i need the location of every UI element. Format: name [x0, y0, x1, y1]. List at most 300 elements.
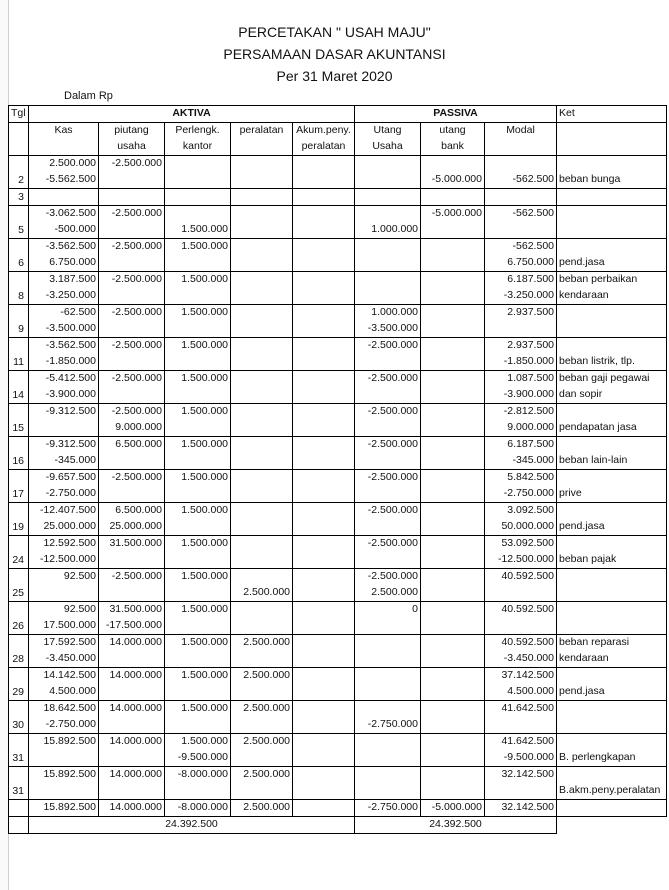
header-aktiva: AKTIVA	[29, 106, 355, 123]
akum-cell	[293, 552, 355, 569]
perl-cell	[165, 387, 231, 404]
modal-cell: -2.812.500	[485, 404, 557, 421]
akum-cell	[293, 156, 355, 173]
peral-cell	[231, 420, 293, 437]
piutang-cell: -17.500.000	[99, 618, 165, 635]
modal-cell: 40.592.500	[485, 635, 557, 652]
header-utang-bank-2: bank	[421, 139, 485, 156]
tgl-cell	[9, 668, 29, 685]
akum-cell	[293, 172, 355, 189]
piutang-cell	[99, 750, 165, 767]
ket-cell: beban pajak	[557, 552, 667, 569]
akum-cell	[293, 486, 355, 503]
total-aktiva: 24.392.500	[29, 817, 355, 834]
piutang-cell	[99, 651, 165, 668]
piutang-cell: 31.500.000	[99, 536, 165, 553]
kas-cell: -5.562.500	[29, 172, 99, 189]
tgl-cell	[9, 156, 29, 173]
header-passiva: PASSIVA	[355, 106, 557, 123]
uu-cell	[355, 486, 421, 503]
perl-cell	[165, 206, 231, 223]
peral-cell	[231, 305, 293, 322]
ub-cell	[421, 701, 485, 718]
header-akum-1: Akum.peny.	[293, 123, 355, 140]
ub-cell	[421, 404, 485, 421]
ub-cell	[421, 387, 485, 404]
ket-cell	[557, 618, 667, 635]
table-row	[9, 552, 667, 569]
piutang-cell: -2.500.000	[99, 156, 165, 173]
uu-cell: 0	[355, 602, 421, 619]
modal-cell	[485, 618, 557, 635]
akum-cell	[293, 272, 355, 289]
peral-cell	[231, 602, 293, 619]
akum-cell	[293, 569, 355, 586]
perl-cell: 1.500.000	[165, 470, 231, 487]
perl-cell: -9.500.000	[165, 750, 231, 767]
ket-cell: beban listrik, tlp.	[557, 354, 667, 371]
uu-cell	[355, 387, 421, 404]
table-row	[9, 305, 667, 322]
modal-cell: 4.500.000	[485, 684, 557, 701]
perl-cell	[165, 684, 231, 701]
piutang-cell: 14.000.000	[99, 734, 165, 751]
peral-cell	[231, 321, 293, 338]
akum-cell	[293, 387, 355, 404]
akum-cell	[293, 668, 355, 685]
ket-cell	[557, 156, 667, 173]
ub-cell: -5.000.000	[421, 172, 485, 189]
uu-cell	[355, 767, 421, 784]
modal-cell: -345.000	[485, 453, 557, 470]
table-row	[9, 222, 667, 239]
uu-cell	[355, 684, 421, 701]
peral-cell	[231, 338, 293, 355]
report-title: PERSAMAAN DASAR AKUNTANSI	[223, 46, 446, 62]
uu-cell	[355, 288, 421, 305]
tgl-cell: 24	[9, 552, 29, 569]
table-row	[9, 189, 667, 206]
tgl-cell: 15	[9, 420, 29, 437]
table-row	[9, 767, 667, 784]
perl-cell: -8.000.000	[165, 767, 231, 784]
piutang-cell: -2.500.000	[99, 239, 165, 256]
uu-cell: 1.000.000	[355, 305, 421, 322]
peral-cell	[231, 750, 293, 767]
modal-cell: -3.250.000	[485, 288, 557, 305]
ub-cell	[421, 668, 485, 685]
header-tgl: Tgl	[9, 106, 29, 123]
akum-cell	[293, 437, 355, 454]
tgl-cell	[9, 602, 29, 619]
peral-cell	[231, 371, 293, 388]
ub-cell	[421, 552, 485, 569]
ub-cell	[421, 321, 485, 338]
uu-cell	[355, 618, 421, 635]
akum-cell	[293, 602, 355, 619]
ub-cell: -5.000.000	[421, 206, 485, 223]
kas-cell: 18.642.500	[29, 701, 99, 718]
uu-cell: -2.500.000	[355, 536, 421, 553]
ket-cell	[557, 536, 667, 553]
ket-cell	[557, 404, 667, 421]
uu-cell: -2.500.000	[355, 338, 421, 355]
tgl-cell	[9, 437, 29, 454]
ub-cell	[421, 684, 485, 701]
perl-cell: 1.500.000	[165, 272, 231, 289]
uu-cell: -2.500.000	[355, 371, 421, 388]
modal-cell: 1.087.500	[485, 371, 557, 388]
tgl-cell: 8	[9, 288, 29, 305]
tgl-cell: 31	[9, 783, 29, 800]
ub-cell	[421, 189, 485, 206]
akum-cell	[293, 734, 355, 751]
piutang-cell	[99, 189, 165, 206]
tgl-cell: 26	[9, 618, 29, 635]
modal-cell: -1.850.000	[485, 354, 557, 371]
modal-cell: -562.500	[485, 172, 557, 189]
tgl-cell	[9, 701, 29, 718]
kas-cell: -3.250.000	[29, 288, 99, 305]
peral-cell	[231, 239, 293, 256]
ub-cell	[421, 651, 485, 668]
peral-cell: 2.500.000	[231, 668, 293, 685]
piutang-cell	[99, 321, 165, 338]
currency-unit-note: Dalam Rp	[64, 90, 113, 102]
piutang-cell	[99, 172, 165, 189]
peral-cell	[231, 552, 293, 569]
modal-cell: 50.000.000	[485, 519, 557, 536]
piutang-cell	[99, 684, 165, 701]
peral-cell	[231, 470, 293, 487]
header-piutang-2: usaha	[99, 139, 165, 156]
peral-cell	[231, 783, 293, 800]
ub-cell	[421, 255, 485, 272]
ub-cell	[421, 305, 485, 322]
kas-cell: -2.750.000	[29, 717, 99, 734]
tgl-cell	[9, 635, 29, 652]
akum-cell	[293, 354, 355, 371]
final-utang-bank: -5.000.000	[421, 800, 485, 817]
perl-cell: 1.500.000	[165, 635, 231, 652]
modal-cell: 2.937.500	[485, 338, 557, 355]
table-row	[9, 536, 667, 553]
ket-cell: kendaraan	[557, 651, 667, 668]
tgl-cell: 29	[9, 684, 29, 701]
peral-cell	[231, 272, 293, 289]
piutang-cell: -2.500.000	[99, 569, 165, 586]
akum-cell	[293, 519, 355, 536]
peral-cell	[231, 288, 293, 305]
kas-cell: -9.312.500	[29, 437, 99, 454]
uu-cell: -2.500.000	[355, 437, 421, 454]
modal-cell: 9.000.000	[485, 420, 557, 437]
table-row	[9, 701, 667, 718]
table-row	[9, 371, 667, 388]
tgl-cell	[9, 569, 29, 586]
perl-cell: 1.500.000	[165, 222, 231, 239]
header-modal: Modal	[485, 123, 557, 140]
modal-cell: -3.450.000	[485, 651, 557, 668]
piutang-cell: -2.500.000	[99, 470, 165, 487]
uu-cell	[355, 701, 421, 718]
piutang-cell: -2.500.000	[99, 206, 165, 223]
header-akum-2: peralatan	[293, 139, 355, 156]
perl-cell	[165, 172, 231, 189]
perl-cell: 1.500.000	[165, 503, 231, 520]
akum-cell	[293, 783, 355, 800]
ub-cell	[421, 569, 485, 586]
kas-cell: -3.900.000	[29, 387, 99, 404]
piutang-cell	[99, 222, 165, 239]
tgl-cell	[9, 305, 29, 322]
table-row	[9, 717, 667, 734]
perl-cell	[165, 585, 231, 602]
table-row	[9, 470, 667, 487]
kas-cell: 25.000.000	[29, 519, 99, 536]
ket-cell: B.akm.peny.peralatan	[557, 783, 667, 800]
kas-cell: -9.657.500	[29, 470, 99, 487]
peral-cell	[231, 519, 293, 536]
perl-cell	[165, 354, 231, 371]
kas-cell: -3.062.500	[29, 206, 99, 223]
peral-cell	[231, 503, 293, 520]
perl-cell: 1.500.000	[165, 338, 231, 355]
kas-cell: -500.000	[29, 222, 99, 239]
kas-cell: 4.500.000	[29, 684, 99, 701]
tgl-cell	[9, 239, 29, 256]
ket-cell	[557, 189, 667, 206]
tgl-cell: 16	[9, 453, 29, 470]
tgl-cell: 19	[9, 519, 29, 536]
uu-cell	[355, 453, 421, 470]
peral-cell	[231, 387, 293, 404]
ub-cell	[421, 156, 485, 173]
kas-cell: 15.892.500	[29, 767, 99, 784]
ub-cell	[421, 338, 485, 355]
ub-cell	[421, 239, 485, 256]
peral-cell	[231, 536, 293, 553]
ub-cell	[421, 519, 485, 536]
ket-cell	[557, 222, 667, 239]
piutang-cell: -2.500.000	[99, 371, 165, 388]
tgl-cell: 11	[9, 354, 29, 371]
perl-cell	[165, 420, 231, 437]
piutang-cell	[99, 585, 165, 602]
modal-cell: -12.500.000	[485, 552, 557, 569]
table-row	[9, 338, 667, 355]
perl-cell	[165, 189, 231, 206]
akum-cell	[293, 470, 355, 487]
ub-cell	[421, 767, 485, 784]
ub-cell	[421, 420, 485, 437]
modal-cell	[485, 321, 557, 338]
ket-cell: beban gaji pegawai	[557, 371, 667, 388]
table-row	[9, 602, 667, 619]
peral-cell	[231, 156, 293, 173]
final-utang-usaha: -2.750.000	[355, 800, 421, 817]
kas-cell: -345.000	[29, 453, 99, 470]
kas-cell: 3.187.500	[29, 272, 99, 289]
peral-cell	[231, 189, 293, 206]
piutang-cell	[99, 552, 165, 569]
perl-cell	[165, 288, 231, 305]
akum-cell	[293, 288, 355, 305]
tgl-cell	[9, 404, 29, 421]
ub-cell	[421, 618, 485, 635]
perl-cell: 1.500.000	[165, 239, 231, 256]
table-row	[9, 618, 667, 635]
ket-cell: pend.jasa	[557, 519, 667, 536]
piutang-cell	[99, 486, 165, 503]
ket-cell	[557, 470, 667, 487]
final-perlengkapan: -8.000.000	[165, 800, 231, 817]
perl-cell: 1.500.000	[165, 668, 231, 685]
perl-cell	[165, 486, 231, 503]
uu-cell	[355, 635, 421, 652]
modal-cell: 6.750.000	[485, 255, 557, 272]
ket-cell	[557, 767, 667, 784]
peral-cell	[231, 222, 293, 239]
modal-cell	[485, 717, 557, 734]
ket-cell: beban perbaikan	[557, 272, 667, 289]
akum-cell	[293, 717, 355, 734]
akum-cell	[293, 305, 355, 322]
ket-cell: pendapatan jasa	[557, 420, 667, 437]
ket-cell	[557, 437, 667, 454]
ket-cell: beban reparasi	[557, 635, 667, 652]
piutang-cell	[99, 255, 165, 272]
uu-cell	[355, 420, 421, 437]
kas-cell: -12.407.500	[29, 503, 99, 520]
perl-cell	[165, 552, 231, 569]
kas-cell	[29, 750, 99, 767]
kas-cell: -3.562.500	[29, 338, 99, 355]
modal-cell: 6.187.500	[485, 437, 557, 454]
uu-cell	[355, 172, 421, 189]
table-row	[9, 750, 667, 767]
akum-cell	[293, 189, 355, 206]
kas-cell	[29, 189, 99, 206]
uu-cell	[355, 156, 421, 173]
header-ket: Ket	[557, 106, 667, 123]
perl-cell: 1.500.000	[165, 569, 231, 586]
perl-cell: 1.500.000	[165, 371, 231, 388]
table-row	[9, 453, 667, 470]
ledger-body	[9, 156, 667, 800]
ub-cell	[421, 734, 485, 751]
perl-cell	[165, 255, 231, 272]
final-peralatan: 2.500.000	[231, 800, 293, 817]
uu-cell	[355, 734, 421, 751]
final-ket	[557, 800, 667, 817]
perl-cell	[165, 321, 231, 338]
akum-cell	[293, 750, 355, 767]
tgl-cell	[9, 470, 29, 487]
header-utang-usaha-2: Usaha	[355, 139, 421, 156]
tgl-cell: 3	[9, 189, 29, 206]
piutang-cell	[99, 717, 165, 734]
header-piutang-1: piutang	[99, 123, 165, 140]
ub-cell	[421, 354, 485, 371]
table-row	[9, 651, 667, 668]
kas-cell: 2.500.000	[29, 156, 99, 173]
perl-cell	[165, 783, 231, 800]
report-date: Per 31 Maret 2020	[276, 68, 393, 84]
peral-cell	[231, 255, 293, 272]
header-utang-bank-1: utang	[421, 123, 485, 140]
peral-cell: 2.500.000	[231, 734, 293, 751]
uu-cell: -2.500.000	[355, 503, 421, 520]
akum-cell	[293, 420, 355, 437]
tgl-cell: 5	[9, 222, 29, 239]
table-row	[9, 206, 667, 223]
modal-cell	[485, 585, 557, 602]
akum-cell	[293, 767, 355, 784]
perl-cell	[165, 717, 231, 734]
perl-cell: 1.500.000	[165, 602, 231, 619]
peral-cell	[231, 651, 293, 668]
uu-cell: -2.500.000	[355, 569, 421, 586]
perl-cell: 1.500.000	[165, 404, 231, 421]
ub-cell	[421, 222, 485, 239]
ket-cell: pend.jasa	[557, 255, 667, 272]
table-row	[9, 503, 667, 520]
ket-cell	[557, 668, 667, 685]
kas-cell: 15.892.500	[29, 734, 99, 751]
table-row	[9, 387, 667, 404]
perl-cell: 1.500.000	[165, 536, 231, 553]
modal-cell: 32.142.500	[485, 767, 557, 784]
ub-cell	[421, 585, 485, 602]
modal-cell: 40.592.500	[485, 602, 557, 619]
table-row	[9, 585, 667, 602]
ub-cell	[421, 783, 485, 800]
peral-cell	[231, 453, 293, 470]
akum-cell	[293, 684, 355, 701]
modal-cell: 3.092.500	[485, 503, 557, 520]
uu-cell	[355, 783, 421, 800]
kas-cell: 6.750.000	[29, 255, 99, 272]
tgl-cell: 25	[9, 585, 29, 602]
piutang-cell: -2.500.000	[99, 404, 165, 421]
table-row	[9, 172, 667, 189]
tgl-cell: 28	[9, 651, 29, 668]
modal-cell: 5.842.500	[485, 470, 557, 487]
uu-cell: -3.500.000	[355, 321, 421, 338]
kas-cell	[29, 420, 99, 437]
piutang-cell	[99, 354, 165, 371]
kas-cell: 92.500	[29, 569, 99, 586]
ket-cell	[557, 701, 667, 718]
table-row	[9, 272, 667, 289]
piutang-cell: 14.000.000	[99, 701, 165, 718]
tgl-cell	[9, 734, 29, 751]
total-passiva: 24.392.500	[355, 817, 557, 834]
table-row	[9, 437, 667, 454]
piutang-cell: -2.500.000	[99, 338, 165, 355]
uu-cell	[355, 651, 421, 668]
akum-cell	[293, 206, 355, 223]
table-row	[9, 486, 667, 503]
ket-cell	[557, 503, 667, 520]
ub-cell	[421, 717, 485, 734]
table-row	[9, 684, 667, 701]
akum-cell	[293, 503, 355, 520]
modal-cell	[485, 783, 557, 800]
ket-cell	[557, 734, 667, 751]
uu-cell	[355, 519, 421, 536]
